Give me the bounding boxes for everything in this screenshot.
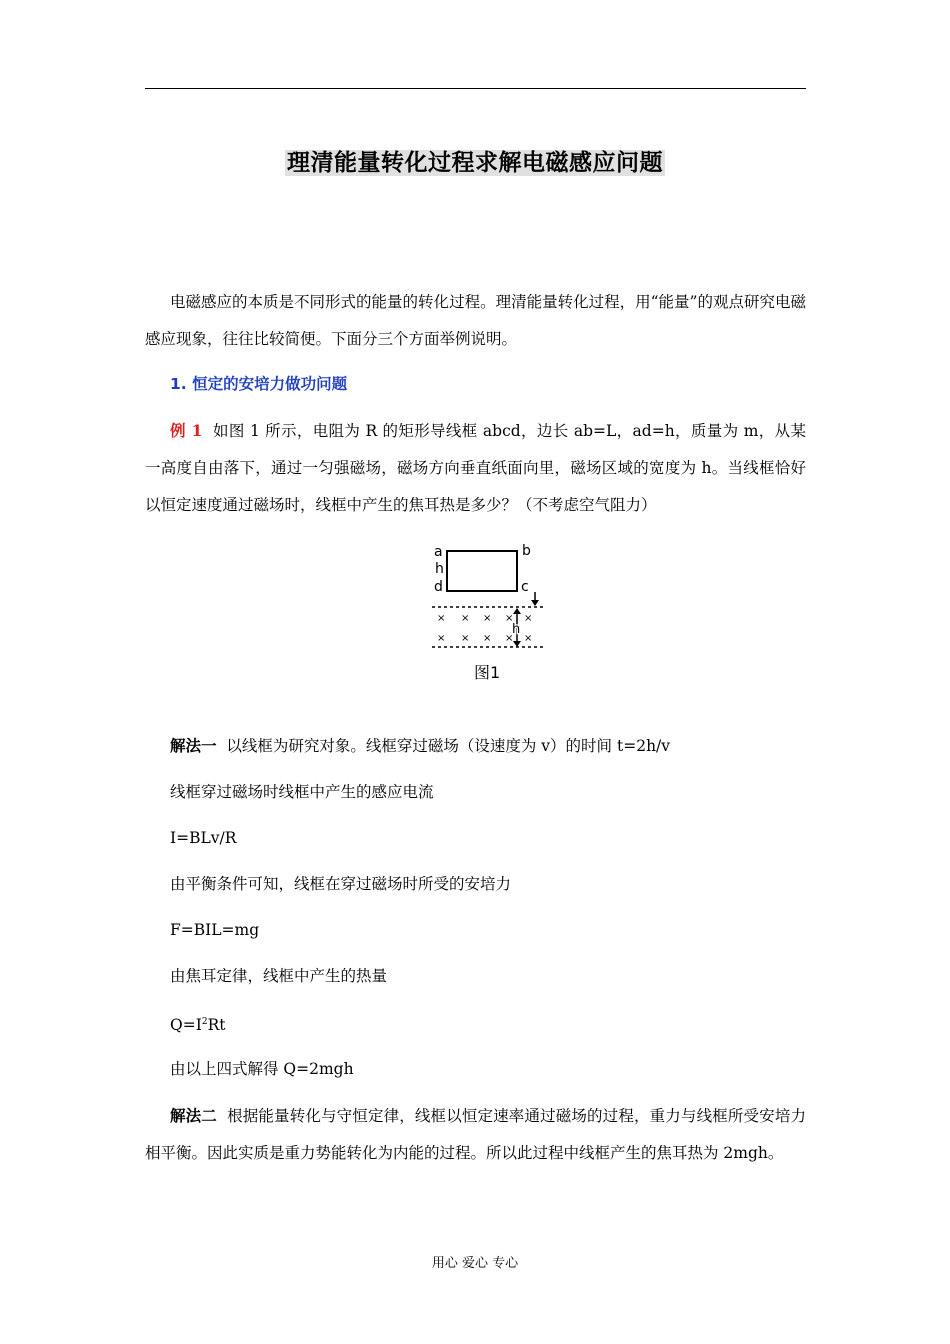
svg-text:×: × [505,613,514,624]
solution1-step: 由平衡条件可知，线框在穿过磁场时所受的安培力 [170,875,512,893]
section-heading: 1. 恒定的安培力做功问题 [170,375,348,393]
equation-force: F=BIL=mg [170,921,260,939]
solution1-result: 由以上四式解得 Q=2mgh [170,1060,354,1078]
svg-text:×: × [483,633,492,644]
label-d: d [434,579,443,595]
label-h-field: h [512,622,521,637]
solution1-line [170,735,670,757]
solution2-paragraph [145,1097,806,1172]
label-c: c [521,579,529,595]
figure-caption: 图1 [474,663,501,682]
equation-heat: $Q=I^2Rt$ [170,1016,226,1035]
svg-text:×: × [437,633,446,644]
solution2-label: 解法二 [170,1106,217,1125]
label-a: a [434,544,443,560]
field-arrow-down [513,641,521,647]
solution1-step: 线框穿过磁场时线框中产生的感应电流 [170,783,434,801]
example-text: 如图 1 所示，电阻为 R 的矩形导线框 abcd，边长 ab=L，ad=h，质量为 m，从某一高度自由落下，通过一匀强磁场，磁场方向垂直纸面向里，磁场区域的宽度为 h。当线框恰好以恒定速度通过磁场时，线框中产生的焦耳热是多少？（不考虑空气阻力） [145,422,806,514]
wire-frame [447,551,517,591]
example-label: 例 1 [170,421,203,440]
label-b: b [522,543,531,559]
header-rule [145,88,806,89]
solution1-step: 由焦耳定律，线框中产生的热量 [170,967,388,985]
svg-text:×: × [524,613,533,624]
page-footer: 用心 爱心 专心 [431,1256,519,1271]
svg-text:×: × [461,613,470,624]
solution2-text: 根据能量转化与守恒定律，线框以恒定速率通过磁场的过程，重力与线框所受安培力相平衡。因此实质是重力势能转化为内能的过程。所以此过程中线框产生的焦耳热为 2mgh。 [145,1107,806,1162]
svg-text:×: × [524,633,533,644]
page-title: 理清能量转化过程求解电磁感应问题 [287,150,663,176]
svg-text:×: × [505,633,514,644]
solution1-label: 解法一 [170,736,217,755]
fall-arrow-head [531,600,539,606]
example-paragraph [145,412,806,524]
equation-current: I=BLv/R [170,829,237,847]
svg-text:×: × [437,613,446,624]
svg-text:×: × [483,613,492,624]
intro-paragraph: 电磁感应的本质是不同形式的能量的转化过程。理清能量转化过程，用“能量”的观点研究电磁感应现象，往往比较简便。下面分三个方面举例说明。 [145,293,806,348]
solution1-text: 以线框为研究对象。线框穿过磁场（设速度为 v）的时间 t=2h/v [226,737,671,755]
svg-text:×: × [461,633,470,644]
figure-1 [428,540,558,690]
field-arrow-up [513,608,521,614]
label-h-side: h [435,561,444,577]
